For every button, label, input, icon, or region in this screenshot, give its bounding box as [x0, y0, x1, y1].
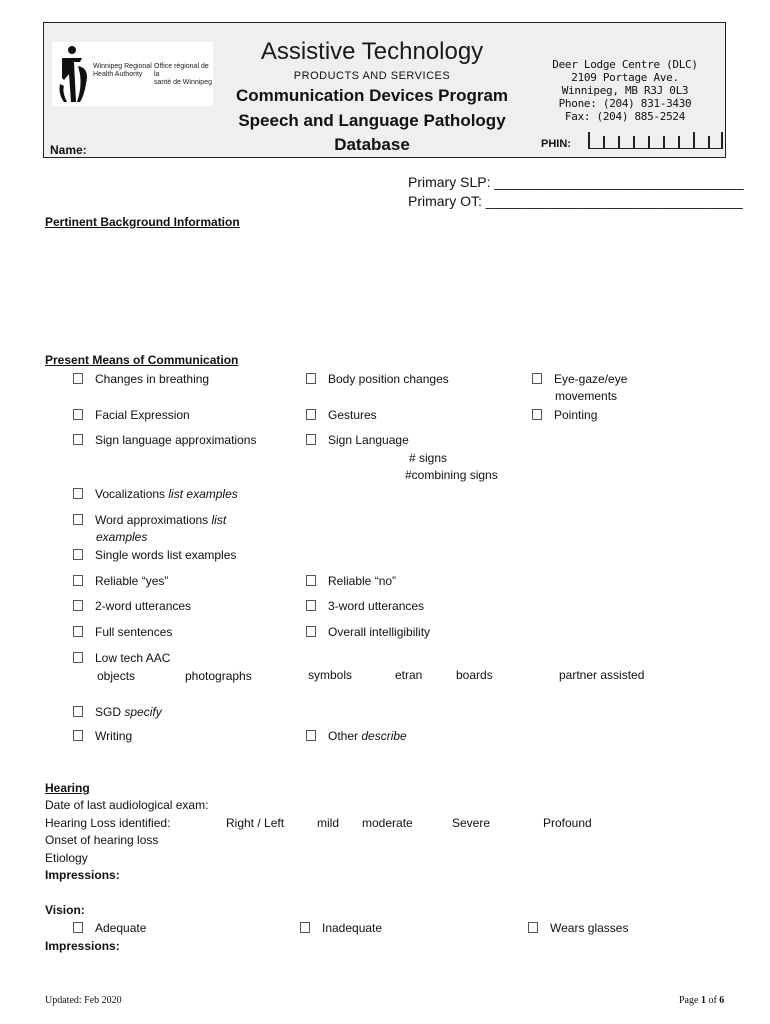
- phin-label: PHIN:: [541, 138, 571, 150]
- checkbox-word-approximations[interactable]: Word approximations list examples: [73, 512, 226, 546]
- hearing-impressions: Impressions:: [45, 868, 120, 882]
- checkbox-single-words[interactable]: Single words list examples: [73, 547, 236, 564]
- hearing-severe[interactable]: Severe: [452, 816, 491, 830]
- checkbox-sign-language[interactable]: Sign Language: [306, 432, 409, 449]
- communication-heading: Present Means of Communication: [45, 353, 239, 367]
- address-line: Fax: (204) 885-2524: [564, 110, 686, 123]
- checkbox-two-word[interactable]: 2-word utterances: [73, 598, 191, 615]
- aac-objects: objects: [97, 669, 136, 683]
- phin-field[interactable]: [588, 133, 723, 149]
- combining-signs-label: #combining signs: [405, 468, 498, 482]
- header-subtitle: PRODUCTS AND SERVICES: [293, 70, 451, 82]
- hearing-date-exam: Date of last audiological exam:: [45, 798, 209, 812]
- checkbox-writing[interactable]: Writing: [73, 728, 132, 745]
- logo-text-en-2: Health Authority: [93, 71, 143, 78]
- checkbox-other[interactable]: Other describe: [306, 728, 407, 745]
- checkbox-sign-approximations[interactable]: Sign language approximations: [73, 432, 256, 449]
- address-line: Deer Lodge Centre (DLC): [552, 58, 698, 71]
- checkbox-full-sentences[interactable]: Full sentences: [73, 624, 172, 641]
- aac-boards: boards: [456, 668, 493, 682]
- checkbox-reliable-no[interactable]: Reliable “no”: [306, 573, 396, 590]
- checkbox-body-position[interactable]: Body position changes: [306, 371, 449, 388]
- checkbox-changes-breathing[interactable]: Changes in breathing: [73, 371, 209, 388]
- aac-photographs: photographs: [185, 669, 252, 683]
- aac-etran: etran: [395, 668, 423, 682]
- checkbox-vision-inadequate[interactable]: Inadequate: [300, 920, 382, 937]
- hearing-etiology: Etiology: [45, 851, 88, 865]
- wrha-logo: [52, 42, 213, 106]
- checkbox-vision-adequate[interactable]: Adequate: [73, 920, 146, 937]
- aac-symbols: symbols: [308, 668, 353, 682]
- address-line: Phone: (204) 831-3430: [558, 97, 692, 110]
- vision-heading: Vision:: [45, 903, 85, 917]
- wrha-logo-icon: [56, 44, 96, 106]
- address-line: Winnipeg, MB R3J 0L3: [561, 84, 689, 97]
- header-title: Assistive Technology: [260, 38, 484, 65]
- hearing-moderate[interactable]: moderate: [362, 816, 413, 830]
- footer-updated: Updated: Feb 2020: [45, 995, 122, 1006]
- logo-text-en-1: Winnipeg Regional: [93, 63, 152, 70]
- hearing-heading: Hearing: [45, 781, 90, 795]
- program-line-1: Communication Devices Program: [235, 86, 509, 105]
- program-line-2: Speech and Language Pathology: [238, 111, 506, 130]
- checkbox-sgd[interactable]: SGD specify: [73, 704, 162, 721]
- hearing-mild[interactable]: mild: [317, 816, 340, 830]
- hearing-right-left[interactable]: Right / Left: [226, 816, 285, 830]
- primary-slp-field[interactable]: Primary SLP: ________________________________: [408, 174, 744, 190]
- checkbox-low-tech-aac[interactable]: Low tech AAC: [73, 650, 170, 667]
- background-heading: Pertinent Background Information: [45, 215, 240, 229]
- checkbox-intelligibility[interactable]: Overall intelligibility: [306, 624, 430, 641]
- program-line-3: Database: [334, 135, 410, 154]
- hearing-loss-label: Hearing Loss identified:: [45, 816, 171, 830]
- primary-ot-field[interactable]: Primary OT: _________________________________: [408, 193, 743, 209]
- address-line: 2109 Portage Ave.: [571, 71, 679, 84]
- hearing-profound[interactable]: Profound: [543, 816, 592, 830]
- num-signs-label: # signs: [409, 451, 448, 465]
- checkbox-gestures[interactable]: Gestures: [306, 407, 377, 424]
- checkbox-vocalizations[interactable]: Vocalizations list examples: [73, 486, 238, 503]
- checkbox-eye-gaze[interactable]: Eye-gaze/eye movements: [532, 371, 627, 405]
- footer-page-number: Page 1 of 6: [679, 995, 725, 1006]
- logo-text-fr-1: Office régional de la: [154, 63, 209, 78]
- address-block: [540, 58, 710, 123]
- checkbox-wears-glasses[interactable]: Wears glasses: [528, 920, 628, 937]
- checkbox-pointing[interactable]: Pointing: [532, 407, 597, 424]
- vision-impressions: Impressions:: [45, 939, 120, 953]
- aac-partner-assisted: partner assisted: [559, 668, 645, 682]
- name-label: Name:: [50, 143, 87, 157]
- logo-text-fr-2: santé de Winnipeg: [154, 79, 212, 86]
- hearing-onset: Onset of hearing loss: [45, 833, 159, 847]
- checkbox-facial-expression[interactable]: Facial Expression: [73, 407, 190, 424]
- checkbox-three-word[interactable]: 3-word utterances: [306, 598, 424, 615]
- checkbox-reliable-yes[interactable]: Reliable “yes”: [73, 573, 168, 590]
